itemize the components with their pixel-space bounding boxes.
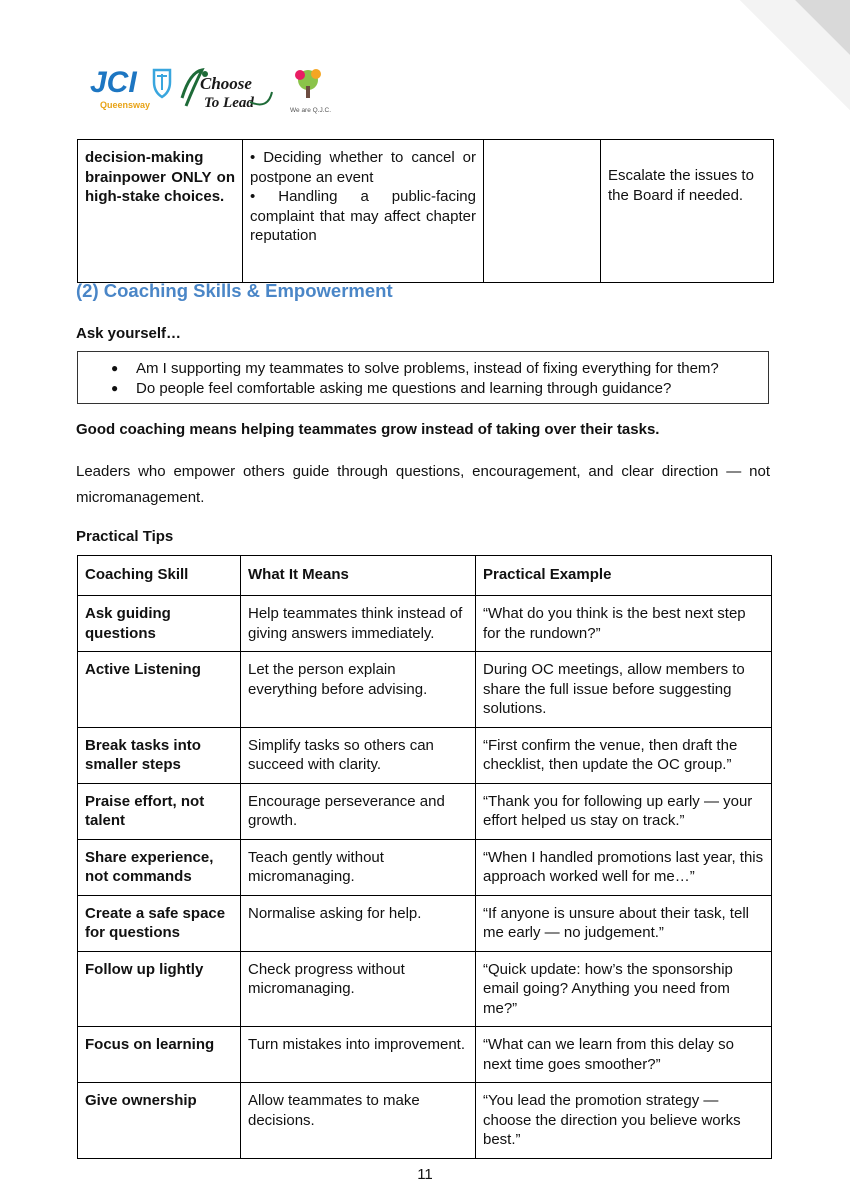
header-logos — [90, 62, 350, 116]
column-header-example: Practical Example — [476, 556, 772, 596]
table-row — [78, 839, 772, 895]
table-row — [78, 1027, 772, 1083]
table-header-row — [78, 556, 772, 596]
example-cell: “What do you think is the best next step for the rundown?” — [476, 596, 772, 652]
jci-logo-text: JCI — [90, 66, 137, 99]
table-cell-skill — [78, 140, 243, 283]
table-cell-examples — [243, 140, 484, 283]
example-cell: “If anyone is unsure about their task, tell me early — no judgement.” — [476, 895, 772, 951]
table-row — [78, 652, 772, 728]
meaning-cell: Help teammates think instead of giving answers immediately. — [241, 596, 476, 652]
table-row — [78, 951, 772, 1027]
table-row — [78, 727, 772, 783]
practical-tips-label: Practical Tips — [76, 528, 174, 545]
table-cell-action: Escalate the issues to the Board if needed. — [601, 140, 774, 283]
table-cell-empty — [484, 140, 601, 283]
meaning-cell: Turn mistakes into improvement. — [241, 1027, 476, 1083]
meaning-cell: Allow teammates to make decisions. — [241, 1083, 476, 1159]
list-item: ● Do people feel comfortable asking me questions and learning through guidance? — [136, 379, 768, 399]
choose-to-lead-logo — [182, 70, 272, 111]
example-cell: “Quick update: how’s the sponsorship email going? Anything you need from me?” — [476, 951, 772, 1027]
example-cell: “Thank you for following up early — your effort helped us stay on track.” — [476, 783, 772, 839]
skill-cell: Praise effort, not talent — [78, 783, 241, 839]
page-number: 11 — [417, 1166, 433, 1183]
ask-yourself-label: Ask yourself… — [76, 325, 182, 342]
example-cell: “First confirm the venue, then draft the checklist, then update the OC group.” — [476, 727, 772, 783]
skill-cell: Ask guiding questions — [78, 596, 241, 652]
to-lead-logo-text: To Lead — [204, 95, 254, 111]
skill-cell: Create a safe space for questions — [78, 895, 241, 951]
meaning-cell: Let the person explain everything before advising. — [241, 652, 476, 728]
jci-logo — [90, 66, 170, 110]
question-list — [78, 359, 768, 398]
example-cell: “What can we learn from this delay so next time goes smoother?” — [476, 1027, 772, 1083]
reflection-question-box — [77, 351, 769, 404]
section-title: (2) Coaching Skills & Empowerment — [76, 280, 393, 301]
meaning-cell: Teach gently without micromanaging. — [241, 839, 476, 895]
we-are-qjc-text: We are Q.J.C. — [290, 107, 332, 114]
choose-logo-text: Choose — [200, 74, 252, 93]
meaning-cell: Encourage perseverance and growth. — [241, 783, 476, 839]
meaning-cell: Normalise asking for help. — [241, 895, 476, 951]
skill-cell: Focus on learning — [78, 1027, 241, 1083]
skill-cell: Active Listening — [78, 652, 241, 728]
cell-text: decision-making — [85, 149, 204, 166]
example-cell: “When I handled promotions last year, this approach worked well for me…” — [476, 839, 772, 895]
skill-cell: Give ownership — [78, 1083, 241, 1159]
table-row — [78, 596, 772, 652]
good-coaching-statement: Good coaching means helping teammates grow instead of taking over their tasks. — [76, 421, 660, 438]
cell-text: high-stake choices. — [85, 188, 225, 205]
table-row — [78, 1083, 772, 1159]
example-cell: During OC meetings, allow members to share the full issue before suggesting solutions. — [476, 652, 772, 728]
example-item: • Deciding whether to cancel or postpone an event — [250, 149, 476, 186]
meaning-cell: Simplify tasks so others can succeed with clarity. — [241, 727, 476, 783]
table-row — [78, 895, 772, 951]
jci-queensway-text: Queensway — [100, 100, 151, 110]
cell-text: brainpower ONLY on — [85, 168, 235, 186]
we-are-qjc-logo — [290, 69, 331, 114]
example-item: • Handling a public-facing complaint that may affect chapter reputation — [250, 188, 476, 244]
skill-cell: Follow up lightly — [78, 951, 241, 1027]
skill-cell: Break tasks into smaller steps — [78, 727, 241, 783]
list-item: ● Am I supporting my teammates to solve problems, instead of fixing everything for them? — [136, 359, 768, 379]
skill-cell: Share experience, not commands — [78, 839, 241, 895]
meaning-cell: Check progress without micromanaging. — [241, 951, 476, 1027]
table-row — [78, 783, 772, 839]
example-cell: “You lead the promotion strategy — choose the direction you believe works best.” — [476, 1083, 772, 1159]
decision-table-continued — [77, 139, 774, 283]
page-corner-decoration — [740, 0, 850, 110]
column-header-skill: Coaching Skill — [78, 556, 241, 596]
table-row — [78, 140, 774, 283]
column-header-meaning: What It Means — [241, 556, 476, 596]
coaching-skills-table — [77, 555, 772, 1159]
leaders-paragraph: Leaders who empower others guide through questions, encouragement, and clear direction — not micromanagement. — [76, 463, 770, 506]
